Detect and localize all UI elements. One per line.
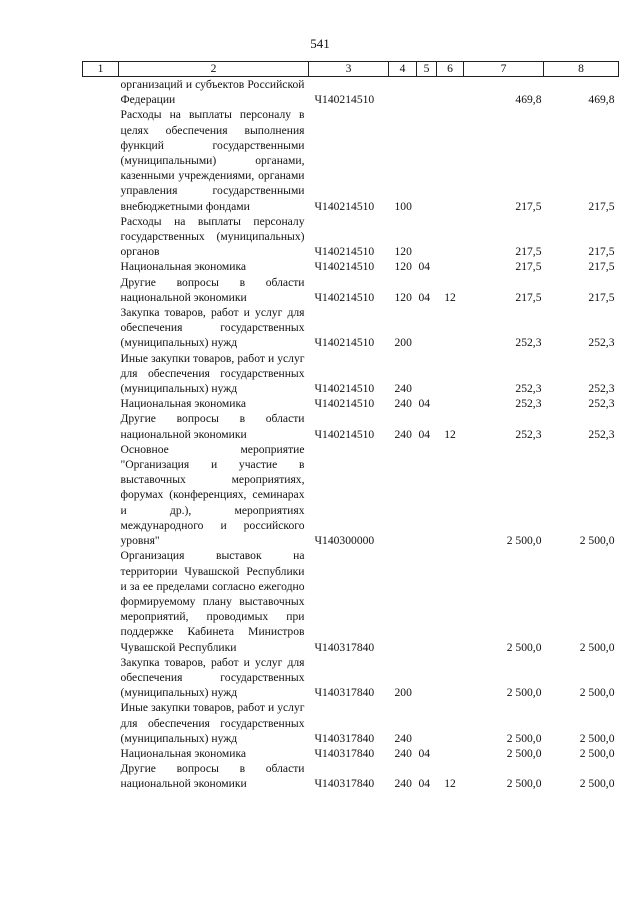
row-expense-type-cell: 100 xyxy=(394,199,412,213)
row-amount-col8-cell: 2 500,0 xyxy=(579,534,615,548)
row-name-cell: Закупка товаров, работ и услуг для обеспечения государственных (муниципальных) нужд xyxy=(120,306,305,350)
row-section-cell xyxy=(417,442,437,548)
row-expense-type-cell xyxy=(389,77,417,108)
row-amount-col8-cell: 252,3 xyxy=(588,397,615,411)
row-index-cell xyxy=(83,396,119,411)
row-section-cell xyxy=(417,351,437,397)
row-expense-type-cell: 240 xyxy=(394,777,412,791)
col-header-5: 5 xyxy=(417,62,437,77)
row-amount-col8-cell: 252,3 xyxy=(588,427,615,441)
row-amount-col8-cell: 2 500,0 xyxy=(579,686,615,700)
row-code-cell: Ч140214510 xyxy=(314,93,375,107)
row-amount-col7-cell: 252,3 xyxy=(515,382,542,396)
col-header-3: 3 xyxy=(309,62,389,77)
row-amount-col8-cell: 217,5 xyxy=(588,290,615,304)
row-subsection-cell xyxy=(437,746,464,761)
row-amount-col8-cell: 2 500,0 xyxy=(579,746,615,760)
row-expense-type-cell xyxy=(389,548,417,654)
row-index-cell xyxy=(83,746,119,761)
row-index-cell xyxy=(83,761,119,791)
row-subsection-cell xyxy=(437,351,464,397)
col-header-7: 7 xyxy=(464,62,544,77)
table-row xyxy=(83,305,619,351)
row-index-cell xyxy=(83,700,119,746)
row-name-cell: Расходы на выплаты персоналу государственных (муниципальных) органов xyxy=(120,214,305,259)
row-name-cell: Иные закупки товаров, работ и услуг для обеспечения государственных (муниципальных) нужд xyxy=(120,351,305,396)
row-code-cell: Ч140214510 xyxy=(314,245,375,259)
row-amount-col8-cell: 252,3 xyxy=(588,382,615,396)
row-subsection-cell xyxy=(437,77,464,108)
row-name-cell: Другие вопросы в области национальной экономики xyxy=(120,275,305,304)
col-header-2: 2 xyxy=(119,62,309,77)
row-subsection-cell: 12 xyxy=(444,290,456,304)
row-code-cell: Ч140317840 xyxy=(314,777,375,791)
row-index-cell xyxy=(83,655,119,701)
row-amount-col7-cell: 217,5 xyxy=(515,290,542,304)
table-row xyxy=(83,655,619,701)
page-number: 541 xyxy=(310,36,330,51)
row-index-cell xyxy=(83,411,119,441)
row-amount-col7-cell: 2 500,0 xyxy=(506,777,542,791)
row-name-cell: Организация выставок на территории Чувашской Республики и за ее пределами согласно ежегодно формируемому плану выставочных мероприятий, проводимых при поддержке Кабинета Министров Чувашской Республики xyxy=(120,549,305,654)
row-index-cell xyxy=(83,548,119,654)
row-code-cell: Ч140214510 xyxy=(314,382,375,396)
row-subsection-cell xyxy=(437,107,464,213)
budget-table xyxy=(82,61,619,792)
row-section-cell xyxy=(417,305,437,351)
row-expense-type-cell: 240 xyxy=(394,746,412,760)
row-section-cell: 04 xyxy=(418,746,431,760)
row-section-cell xyxy=(417,548,437,654)
table-row xyxy=(83,442,619,548)
row-section-cell xyxy=(417,107,437,213)
table-row xyxy=(83,351,619,397)
row-amount-col7-cell: 217,5 xyxy=(515,199,542,213)
table-row xyxy=(83,548,619,654)
row-index-cell xyxy=(83,442,119,548)
row-amount-col7-cell: 2 500,0 xyxy=(506,686,542,700)
row-section-cell: 04 xyxy=(418,397,431,411)
row-name-cell: Национальная экономика xyxy=(120,260,247,274)
row-section-cell xyxy=(417,655,437,701)
table-row xyxy=(83,700,619,746)
row-expense-type-cell: 240 xyxy=(394,731,412,745)
row-section-cell: 04 xyxy=(418,427,431,441)
row-subsection-cell: 12 xyxy=(444,427,456,441)
row-index-cell xyxy=(83,107,119,213)
table-row xyxy=(83,107,619,213)
row-section-cell: 04 xyxy=(418,260,431,274)
col-header-6: 6 xyxy=(437,62,464,77)
row-expense-type-cell: 240 xyxy=(394,427,412,441)
table-row xyxy=(83,214,619,260)
row-amount-col7-cell: 252,3 xyxy=(515,336,542,350)
row-code-cell: Ч140317840 xyxy=(314,640,375,654)
row-subsection-cell xyxy=(437,214,464,260)
row-amount-col7-cell: 469,8 xyxy=(515,93,542,107)
row-code-cell: Ч140317840 xyxy=(314,731,375,745)
table-row xyxy=(83,275,619,305)
row-subsection-cell xyxy=(437,700,464,746)
row-name-cell: Закупка товаров, работ и услуг для обеспечения государственных (муниципальных) нужд xyxy=(120,655,305,700)
table-row xyxy=(83,259,619,274)
row-amount-col8-cell: 252,3 xyxy=(588,336,615,350)
row-expense-type-cell: 240 xyxy=(394,397,412,411)
row-subsection-cell xyxy=(437,442,464,548)
row-name-cell: Основное мероприятие "Организация и участие в выставочных мероприятиях, форумах (конференциях, семинарах и др.), мероприятиях международного и российского уровня" xyxy=(120,442,305,548)
row-name-cell: Национальная экономика xyxy=(120,746,247,760)
header-row xyxy=(83,62,619,77)
table-body xyxy=(83,77,619,792)
table-row xyxy=(83,761,619,791)
row-amount-col8-cell: 2 500,0 xyxy=(579,777,615,791)
row-amount-col7-cell: 2 500,0 xyxy=(506,731,542,745)
row-name-cell: Иные закупки товаров, работ и услуг для обеспечения государственных (муниципальных) нужд xyxy=(120,701,305,745)
row-expense-type-cell: 200 xyxy=(394,686,412,700)
row-subsection-cell: 12 xyxy=(444,777,456,791)
row-code-cell: Ч140214510 xyxy=(314,427,375,441)
row-name-cell: Национальная экономика xyxy=(120,397,247,411)
row-section-cell: 04 xyxy=(418,290,431,304)
row-section-cell xyxy=(417,77,437,108)
row-expense-type-cell: 200 xyxy=(394,336,412,350)
table-row xyxy=(83,77,619,108)
row-subsection-cell xyxy=(437,396,464,411)
row-code-cell: Ч140317840 xyxy=(314,686,375,700)
row-index-cell xyxy=(83,259,119,274)
row-amount-col8-cell: 217,5 xyxy=(588,245,615,259)
row-expense-type-cell: 120 xyxy=(394,260,412,274)
row-index-cell xyxy=(83,214,119,260)
row-amount-col8-cell: 217,5 xyxy=(588,260,615,274)
row-expense-type-cell: 120 xyxy=(394,245,412,259)
table-row xyxy=(83,746,619,761)
row-name-cell: Другие вопросы в области национальной экономики xyxy=(120,762,305,791)
row-expense-type-cell xyxy=(389,442,417,548)
col-header-1: 1 xyxy=(83,62,119,77)
row-name-cell: Другие вопросы в области национальной экономики xyxy=(120,412,305,441)
col-header-4: 4 xyxy=(389,62,417,77)
row-index-cell xyxy=(83,275,119,305)
row-amount-col7-cell: 217,5 xyxy=(515,260,542,274)
row-section-cell: 04 xyxy=(418,777,431,791)
row-subsection-cell xyxy=(437,305,464,351)
row-code-cell: Ч140214510 xyxy=(314,290,375,304)
row-amount-col7-cell: 217,5 xyxy=(515,245,542,259)
row-section-cell xyxy=(417,700,437,746)
col-header-8: 8 xyxy=(544,62,619,77)
row-code-cell: Ч140214510 xyxy=(314,336,375,350)
row-subsection-cell xyxy=(437,655,464,701)
row-amount-col7-cell: 252,3 xyxy=(515,397,542,411)
row-amount-col8-cell: 217,5 xyxy=(588,199,615,213)
row-expense-type-cell: 240 xyxy=(394,382,412,396)
row-code-cell: Ч140214510 xyxy=(314,199,375,213)
table-row xyxy=(83,396,619,411)
row-amount-col8-cell: 2 500,0 xyxy=(579,640,615,654)
row-subsection-cell xyxy=(437,259,464,274)
table-header xyxy=(83,62,619,77)
row-amount-col8-cell: 2 500,0 xyxy=(579,731,615,745)
row-code-cell: Ч140300000 xyxy=(314,534,375,548)
row-code-cell: Ч140214510 xyxy=(314,260,375,274)
row-expense-type-cell: 120 xyxy=(394,290,412,304)
row-amount-col8-cell: 469,8 xyxy=(588,93,615,107)
row-section-cell xyxy=(417,214,437,260)
row-code-cell: Ч140214510 xyxy=(314,397,375,411)
row-subsection-cell xyxy=(437,548,464,654)
row-code-cell: Ч140317840 xyxy=(314,746,375,760)
row-name-cell: организаций и субъектов Российской Федерации xyxy=(120,78,305,107)
row-amount-col7-cell: 2 500,0 xyxy=(506,746,542,760)
row-index-cell xyxy=(83,305,119,351)
row-index-cell xyxy=(83,77,119,108)
table-row xyxy=(83,411,619,441)
row-index-cell xyxy=(83,351,119,397)
row-amount-col7-cell: 2 500,0 xyxy=(506,534,542,548)
row-name-cell: Расходы на выплаты персоналу в целях обеспечения выполнения функций государственными (муниципальными) органами, казенными учреждениями, органами управления государственными внебюджетными фондами xyxy=(120,108,305,213)
row-amount-col7-cell: 252,3 xyxy=(515,427,542,441)
row-amount-col7-cell: 2 500,0 xyxy=(506,640,542,654)
